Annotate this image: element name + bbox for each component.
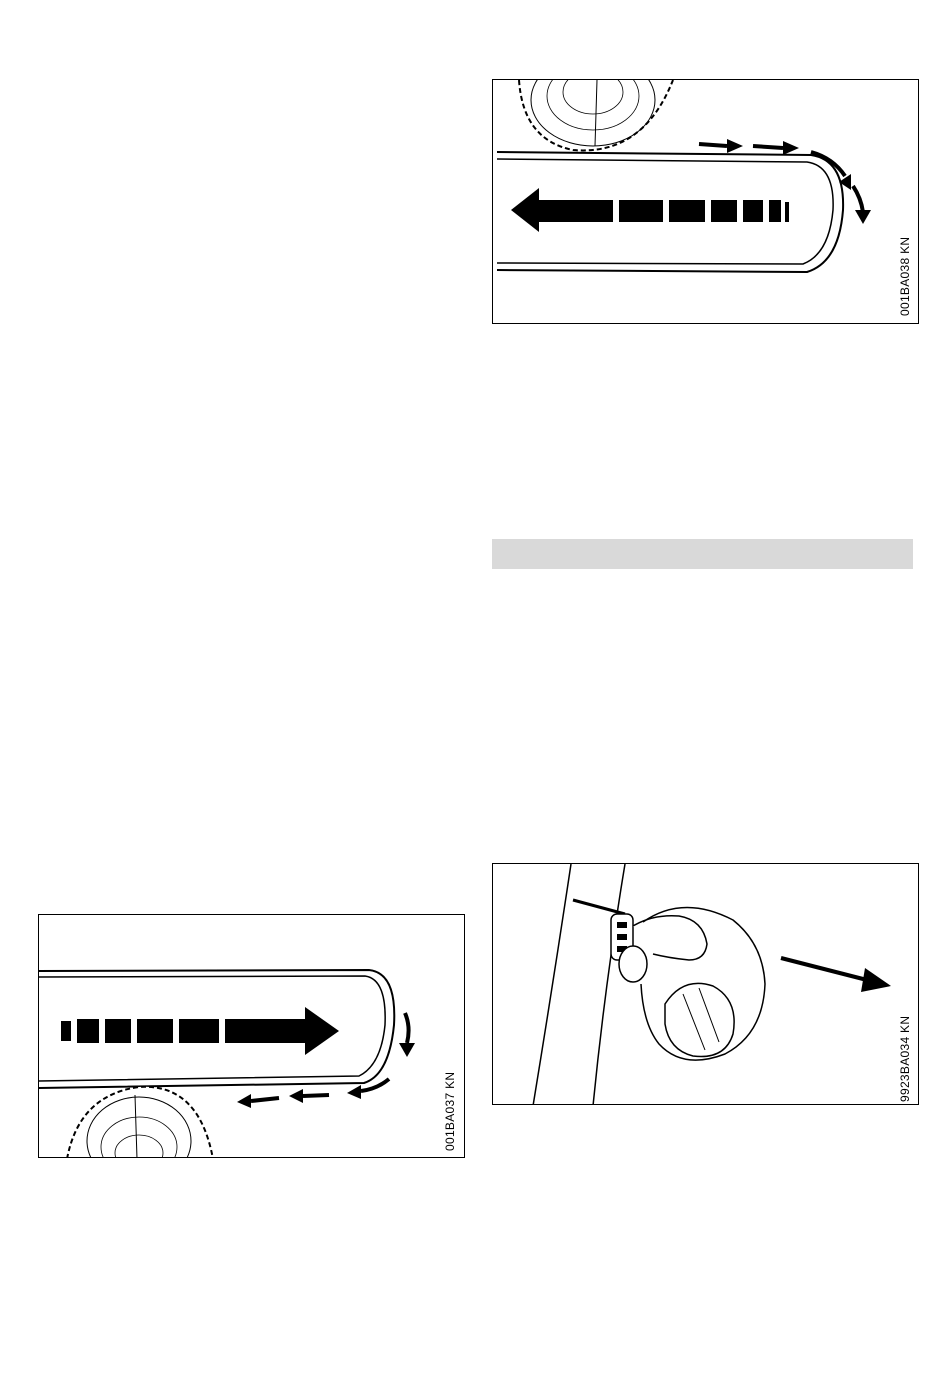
figure-9923ba034	[492, 863, 919, 1105]
figure-001ba038	[492, 79, 919, 324]
operator-illustration	[493, 864, 919, 1105]
figure-code: 001BA037 KN	[443, 1071, 457, 1151]
log-illustration	[67, 1087, 213, 1158]
section-heading-bar	[492, 539, 913, 569]
figure-code: 9923BA034 KN	[898, 1015, 912, 1102]
log-illustration	[519, 80, 673, 150]
pull-direction-arrow	[781, 958, 891, 992]
bar-and-log-illustration	[39, 915, 465, 1158]
chain-direction-arrow	[511, 188, 789, 232]
bar-and-log-illustration	[493, 80, 919, 324]
figure-code: 001BA038 KN	[898, 236, 912, 316]
figure-001ba037	[38, 914, 465, 1158]
chain-direction-arrow	[61, 1007, 339, 1055]
